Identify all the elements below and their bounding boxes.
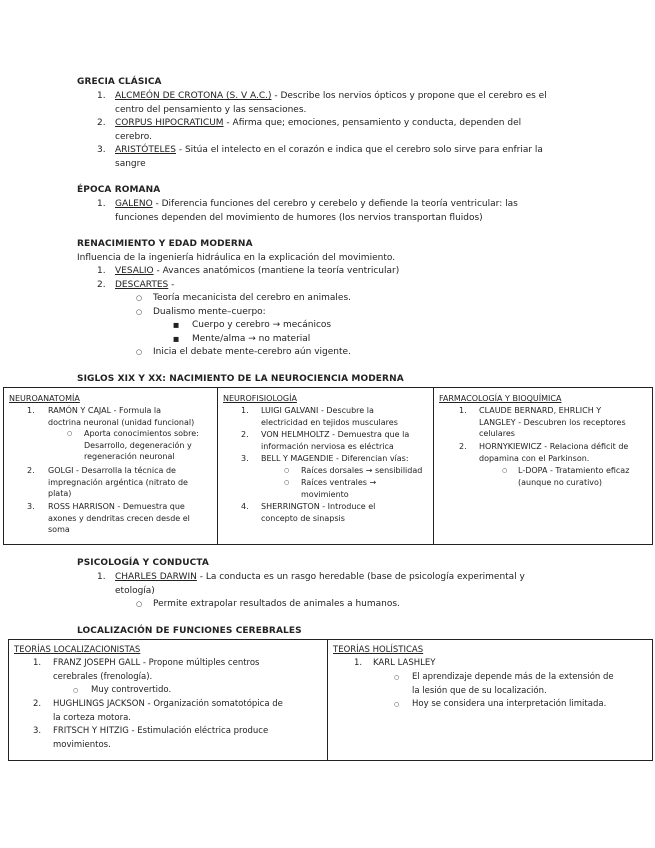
list-item: FRANZ JOSEPH GALL - Propone múltiples centros: [53, 658, 260, 668]
section-heading-grecia: GRECIA CLÁSICA: [77, 77, 162, 87]
list-item: LUIGI GALVANI - Descubre la: [261, 406, 374, 415]
section-heading-siglos: SIGLOS XIX Y XX: NACIMIENTO DE LA NEUROCIENCIA MODERNA: [77, 374, 404, 384]
list-number: 3.: [33, 726, 42, 736]
hollow-bullet-icon: ○: [284, 479, 290, 486]
list-item-cont: funciones dependen del movimiento de humores (los nervios transportan fluidos): [115, 212, 483, 223]
hollow-bullet-icon: ○: [67, 430, 73, 438]
list-item-cont: electricidad en tejidos musculares: [261, 417, 398, 427]
item-text: - Avances anatómicos (mantiene la teoría ventricular): [153, 266, 400, 276]
list-item: HUGHLINGS JACKSON - Organización somatotópica de: [53, 699, 283, 709]
localizacion-table: [8, 639, 653, 761]
sub-sub-item: Mente/alma → no material: [192, 333, 311, 344]
item-text: - La conducta es un rasgo heredable (base de psicología experimental y: [196, 572, 525, 582]
sub-item: Muy controvertido.: [91, 685, 172, 695]
list-item: VON HELMHOLTZ - Demuestra que la: [261, 430, 410, 439]
hollow-bullet-icon: ○: [136, 294, 143, 302]
column-localizacionistas: [9, 640, 327, 760]
hollow-bullet-icon: ○: [394, 674, 400, 681]
column-farmacologia: [433, 388, 652, 544]
list-item: BELL Y MAGENDIE - Diferencian vías:: [261, 454, 409, 463]
sub-item: Permite extrapolar resultados de animales a humanos.: [153, 599, 400, 609]
sub-item-cont: regeneración neuronal: [84, 452, 175, 462]
list-item-cont: doctrina neuronal (unidad funcional): [48, 417, 195, 427]
section-heading-romana: ÉPOCA ROMANA: [77, 185, 161, 195]
list-item-cont: impregnación argéntica (nitrato de: [48, 477, 188, 487]
list-item: [115, 279, 174, 293]
list-item: [115, 144, 543, 158]
intro-text: Influencia de la ingeniería hidráulica en la explicación del movimiento.: [77, 252, 396, 263]
sub-item: Inicia el debate mente-cerebro aún vigente.: [153, 347, 351, 357]
sub-item-cont: Desarrollo, degeneración y: [84, 440, 192, 450]
square-bullet-icon: ■: [173, 321, 180, 329]
list-number: 1.: [241, 406, 249, 415]
list-item-cont: la corteza motora.: [53, 712, 131, 723]
list-item: RAMÓN Y CAJAL - Formula la: [48, 406, 162, 415]
list-item-cont: información nerviosa es eléctrica: [261, 441, 394, 451]
column-title: FARMACOLOGÍA Y BIOQUÍMICA: [439, 394, 562, 403]
list-item-cont: soma: [48, 525, 70, 535]
item-text: - Diferencia funciones del cerebro y cerebelo y defiende la teoría ventricular: las: [152, 199, 518, 209]
list-item: [115, 117, 521, 131]
term: ARISTÓTELES: [115, 145, 176, 155]
list-number: 2.: [97, 279, 106, 290]
sub-item: Raíces ventrales →: [301, 478, 377, 487]
list-number: 1.: [27, 406, 35, 415]
list-item: [115, 198, 518, 212]
column-title: NEUROANATOMÍA: [9, 394, 80, 403]
list-item-cont: cerebrales (frenología).: [53, 671, 153, 682]
list-number: 1.: [459, 406, 467, 415]
item-text: -: [168, 279, 175, 290]
list-item-cont: movimientos.: [53, 739, 111, 750]
list-item-cont: centro del pensamiento y las sensaciones.: [115, 104, 307, 115]
hollow-bullet-icon: ○: [136, 307, 143, 316]
item-text: - Describe los nervios ópticos y propone que el cerebro es el: [271, 91, 547, 101]
list-item: [115, 90, 547, 104]
column-title: TEORÍAS LOCALIZACIONISTAS: [14, 645, 141, 655]
list-item: KARL LASHLEY: [373, 658, 436, 668]
list-item: HORNYKIEWICZ - Relaciona déficit de: [479, 442, 629, 451]
list-number: 1.: [97, 572, 106, 582]
list-number: 3.: [241, 454, 249, 463]
hollow-bullet-icon: ○: [394, 701, 400, 708]
term: GALENO: [115, 199, 153, 209]
square-bullet-icon: ■: [173, 334, 180, 343]
list-number: 1.: [97, 199, 106, 209]
list-item-cont: etología): [115, 585, 155, 596]
hollow-bullet-icon: ○: [502, 467, 508, 474]
list-item-cont: axones y dendritas crecen desde el: [48, 513, 190, 523]
term: CORPUS HIPOCRATICUM: [115, 118, 224, 128]
list-item-cont: concepto de sinapsis: [261, 513, 345, 523]
sub-item: Dualismo mente–cuerpo:: [153, 306, 266, 317]
list-number: 3.: [97, 145, 106, 155]
list-item: SHERRINGTON - Introduce el: [261, 502, 376, 511]
item-text: - Sitúa el intelecto en el corazón e indica que el cerebro solo sirve para enfriar la: [175, 145, 543, 155]
sub-item: L-DOPA - Tratamiento eficaz: [518, 466, 630, 475]
item-text: - Afirma que; emociones, pensamiento y conducta, dependen del: [223, 118, 522, 128]
list-number: 1.: [97, 266, 106, 276]
list-number: 1.: [97, 91, 106, 101]
sub-item: Aporta conocimientos sobre:: [84, 429, 199, 439]
list-item: GOLGI - Desarrolla la técnica de: [48, 466, 176, 475]
column-holisticas: [327, 640, 652, 760]
list-number: 3.: [27, 502, 35, 511]
term: ALCMEÓN DE CROTONA (S. V A.C.): [115, 91, 272, 101]
list-item-cont: cerebro.: [115, 131, 152, 142]
list-item-cont: dopamina con el Parkinson.: [479, 453, 590, 463]
column-neurofisiologia: [217, 388, 433, 544]
term: CHARLES DARWIN: [115, 572, 197, 582]
hollow-bullet-icon: ○: [284, 467, 290, 474]
column-neuroanatomia: [4, 388, 217, 544]
list-item: FRITSCH Y HITZIG - Estimulación eléctrica produce: [53, 726, 269, 736]
section-heading-psicologia: PSICOLOGÍA Y CONDUCTA: [77, 558, 209, 568]
list-number: 2.: [27, 466, 35, 475]
list-item-cont: plata): [48, 489, 72, 499]
column-title: NEUROFISIOLOGÍA: [223, 394, 297, 403]
list-item: [115, 265, 399, 279]
hollow-bullet-icon: ○: [136, 600, 143, 608]
list-item: ROSS HARRISON - Demuestra que: [48, 502, 185, 511]
term: VESALIO: [115, 266, 154, 276]
hollow-bullet-icon: ○: [73, 687, 79, 694]
list-number: 2.: [33, 699, 42, 709]
list-item: CLAUDE BERNARD, EHRLICH Y: [479, 406, 602, 415]
list-item: [115, 571, 525, 585]
sub-item-cont: movimiento: [301, 489, 349, 499]
term: DESCARTES: [115, 279, 169, 290]
list-number: 4.: [241, 502, 249, 511]
sub-item: Teoría mecanicista del cerebro en animales.: [153, 293, 352, 303]
list-number: 2.: [241, 430, 249, 439]
section-heading-renacimiento: RENACIMIENTO Y EDAD MODERNA: [77, 239, 253, 249]
sub-item: Hoy se considera una interpretación limitada.: [412, 699, 607, 709]
list-number: 1.: [354, 658, 363, 668]
list-number: 1.: [33, 658, 42, 668]
sub-item-cont: (aunque no curativo): [518, 477, 603, 487]
sub-sub-item: Cuerpo y cerebro → mecánicos: [192, 320, 332, 330]
list-item-cont: sangre: [115, 158, 146, 169]
sub-item-cont: la lesión que de su localización.: [412, 685, 547, 696]
list-item-cont: celulares: [479, 429, 515, 439]
list-number: 2.: [459, 442, 467, 451]
siglos-table: [3, 387, 653, 545]
list-number: 2.: [97, 118, 106, 128]
section-heading-localizacion: LOCALIZACIÓN DE FUNCIONES CEREBRALES: [77, 626, 302, 636]
sub-item: Raíces dorsales → sensibilidad: [301, 466, 423, 475]
list-item-cont: LANGLEY - Descubren los receptores: [479, 417, 626, 427]
column-title: TEORÍAS HOLÍSTICAS: [333, 645, 424, 655]
hollow-bullet-icon: ○: [136, 348, 143, 356]
sub-item: El aprendizaje depende más de la extensión de: [412, 672, 614, 682]
